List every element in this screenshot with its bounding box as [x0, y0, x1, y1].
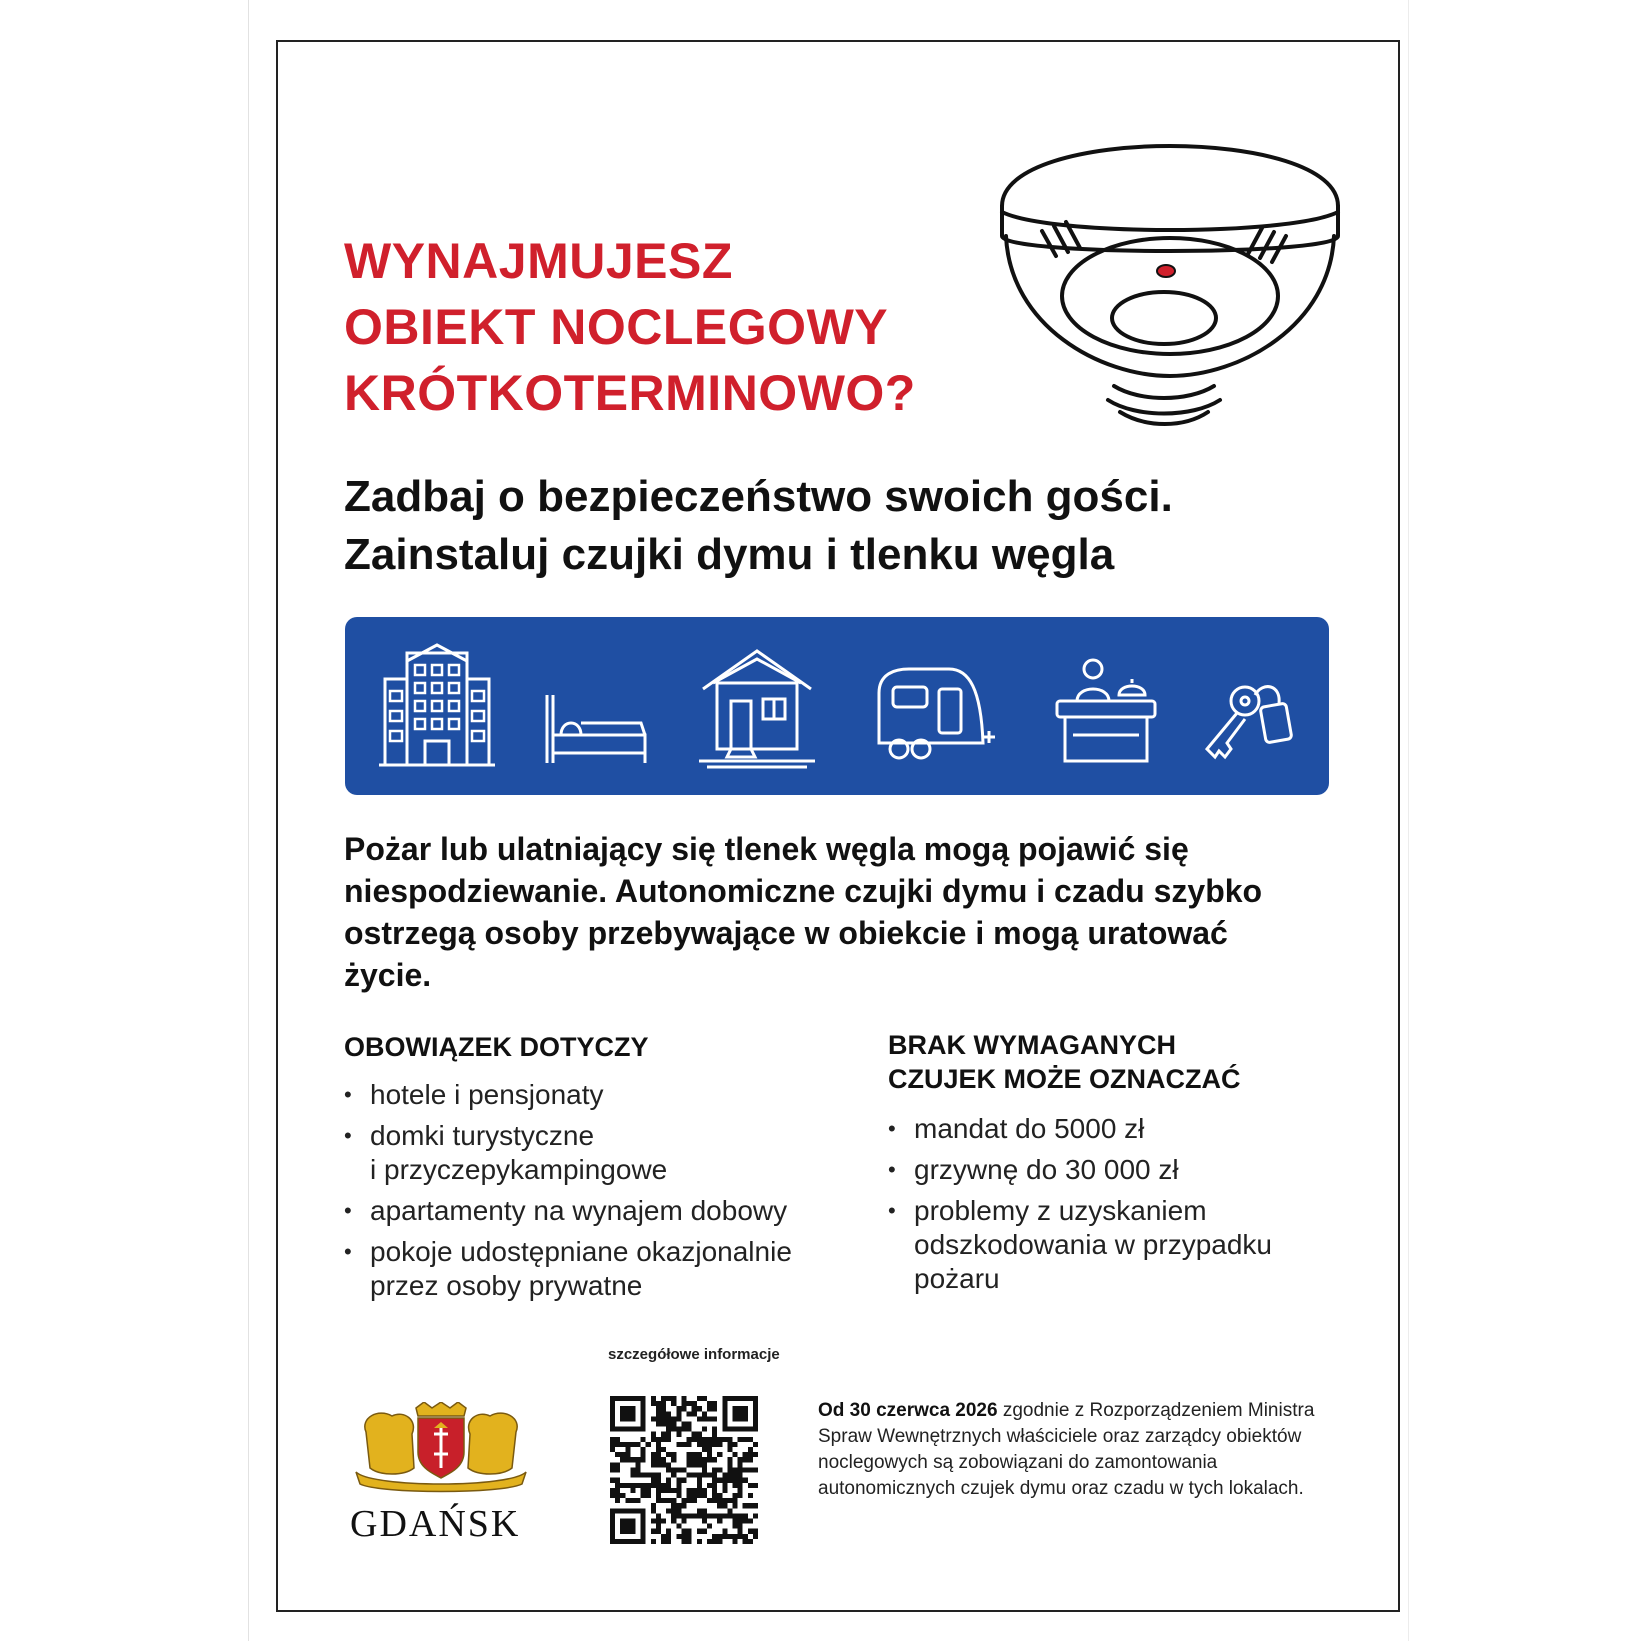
- sheet-edge-right: [1408, 0, 1409, 1641]
- intro-paragraph: Pożar lub ulatniający się tlenek węgla mogą pojawić się niespodziewanie. Autonomiczne czujki dymu i czadu szybko ostrzegą osoby przebywające w obiekcie i mogą uratować życie.: [344, 831, 1263, 993]
- headline-line-2: OBIEKT NOCLEGOWY: [344, 299, 889, 355]
- more-info-label: szczegółowe informacje: [608, 1346, 780, 1363]
- hotel-building-icon: [377, 639, 497, 773]
- sheet-edge-left: [248, 0, 249, 1641]
- list-item: [344, 1194, 864, 1228]
- legal-notice-date: Od 30 czerwca 2026: [818, 1400, 998, 1421]
- list-item: [888, 1194, 1328, 1296]
- list-item-text: przez osoby prywatne: [370, 1270, 643, 1301]
- penalties-list: [888, 1112, 1328, 1303]
- camper-trailer-icon: [869, 639, 997, 773]
- legal-notice-text: zgodnie z Rozporządzeniem Ministra Spraw Wewnętrznych właściciele oraz zarządcy obiektów noclegowych są zobowiązani do zamontowania autonomicznych czujek dymu oraz czadu w tych lokalach.: [818, 1400, 1315, 1499]
- list-item-text: domki turystyczne: [370, 1120, 595, 1151]
- subheadline-line-2: Zainstaluj czujki dymu i tlenku węgla: [344, 530, 1115, 579]
- list-item: [888, 1112, 1328, 1146]
- subheadline: [344, 468, 1173, 584]
- list-item-text: pokoje udostępniane okazjonalnie: [370, 1236, 792, 1267]
- penalties-title-line-1: BRAK WYMAGANYCH: [888, 1030, 1176, 1060]
- city-name-logo-text: GDAŃSK: [350, 1503, 521, 1545]
- icon-band: [345, 617, 1329, 795]
- smoke-detector-icon: [990, 86, 1350, 436]
- obligation-list: [344, 1078, 864, 1310]
- list-item: [344, 1078, 864, 1112]
- list-item: [344, 1119, 864, 1187]
- gdansk-coat-of-arms-logo: [352, 1402, 530, 1494]
- headline-line-3: KRÓTKOTERMINOWO?: [344, 365, 916, 421]
- list-item-text: apartamenty na wynajem dobowy: [370, 1195, 788, 1226]
- list-item-text: hotele i pensjonaty: [370, 1079, 604, 1110]
- list-item-text: pożaru: [914, 1263, 1000, 1294]
- penalties-title-line-2: CZUJEK MOŻE OZNACZAĆ: [888, 1064, 1241, 1094]
- obligation-title: [344, 1030, 649, 1064]
- reception-desk-icon: [1051, 639, 1161, 773]
- headline-line-1: WYNAJMUJESZ: [344, 233, 733, 289]
- cabin-house-icon: [697, 639, 817, 773]
- legal-notice: [818, 1398, 1338, 1502]
- penalties-title: [888, 1028, 1241, 1096]
- qr-code[interactable]: [610, 1396, 758, 1544]
- subheadline-line-1: Zadbaj o bezpieczeństwo swoich gości.: [344, 472, 1173, 521]
- list-item-text: mandat do 5000 zł: [914, 1113, 1145, 1144]
- list-item-text: i przyczepykampingowe: [370, 1154, 668, 1185]
- list-item-text: grzywnę do 30 000 zł: [914, 1154, 1179, 1185]
- list-item: [344, 1235, 864, 1303]
- key-icon: [1197, 639, 1307, 773]
- obligation-title-text: OBOWIĄZEK DOTYCZY: [344, 1032, 649, 1062]
- headline: [344, 228, 916, 426]
- list-item-text: odszkodowania w przypadku: [914, 1229, 1272, 1260]
- bed-icon: [541, 639, 651, 773]
- list-item-text: problemy z uzyskaniem: [914, 1195, 1207, 1226]
- list-item: [888, 1153, 1328, 1187]
